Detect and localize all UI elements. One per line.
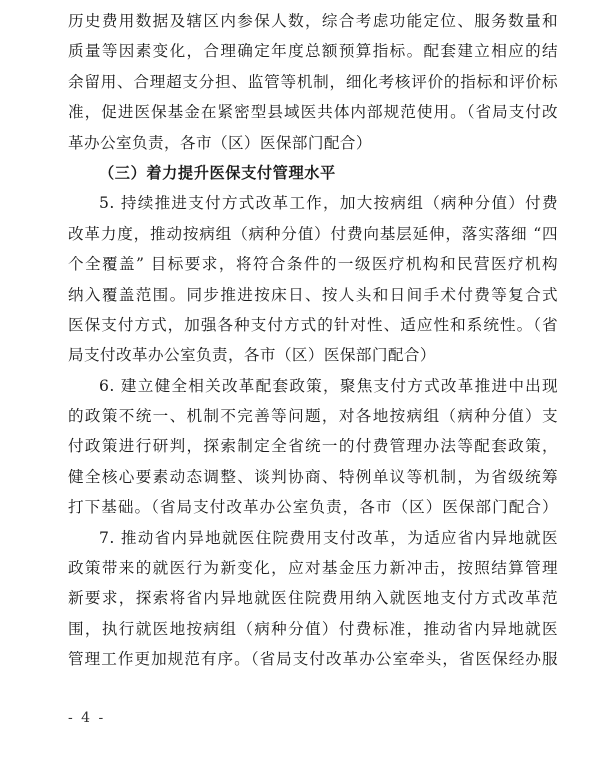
paragraph-start-line: 7. 推动省内异地就医住院费用支付改革，为适应省内异地就医 bbox=[99, 528, 558, 547]
text-line: 打下基础。（省局支付改革办公室负责，各市（区）医保部门配合） bbox=[68, 498, 558, 517]
text-line: 个全覆盖” 目标要求，将符合条件的一级医疗机构和民营医疗机构 bbox=[68, 255, 558, 274]
document-body bbox=[68, 6, 558, 675]
text-line: 改革力度，推动按病组（病种分值）付费向基层延伸，落实落细 “四 bbox=[68, 224, 558, 243]
text-line: 准，促进医保基金在紧密型县域医共体内部规范使用。（省局支付改 bbox=[68, 103, 558, 122]
text-line: 局支付改革办公室负责，各市（区）医保部门配合） bbox=[68, 346, 436, 365]
text-line: 革办公室负责，各市（区）医保部门配合） bbox=[68, 133, 372, 152]
section-heading: （三）着力提升医保支付管理水平 bbox=[99, 163, 336, 182]
text-line: 余留用、合理超支分担、监管等机制，细化考核评价的指标和评价标 bbox=[68, 72, 558, 91]
paragraph-start-line: 6. 建立健全相关改革配套政策，聚焦支付方式改革推进中出现 bbox=[99, 376, 558, 395]
text-line: 政策带来的就医行为新变化，应对基金压力新冲击，按照结算管理 bbox=[68, 559, 558, 578]
paragraph-start-line: 5. 持续推进支付方式改革工作，加大按病组（病种分值）付费 bbox=[99, 194, 558, 213]
text-line: 纳入覆盖范围。同步推进按床日、按人头和日间手术付费等复合式 bbox=[68, 285, 558, 304]
text-line: 的政策不统一、机制不完善等问题，对各地按病组（病种分值）支 bbox=[68, 407, 558, 426]
text-line: 围，执行就医地按病组（病种分值）付费标准，推动省内异地就医 bbox=[68, 619, 558, 638]
text-line: 医保支付方式，加强各种支付方式的针对性、适应性和系统性。（省 bbox=[68, 315, 558, 334]
page-number: - 4 - bbox=[68, 710, 106, 726]
text-line: 管理工作更加规范有序。（省局支付改革办公室牵头，省医保经办服 bbox=[68, 650, 558, 669]
text-line: 历史费用数据及辖区内参保人数，综合考虑功能定位、服务数量和 bbox=[68, 12, 558, 30]
text-line: 付政策进行研判，探索制定全省统一的付费管理办法等配套政策， bbox=[68, 437, 558, 456]
text-line: 健全核心要素动态调整、谈判协商、特例单议等机制，为省级统筹 bbox=[68, 467, 558, 486]
text-line: 质量等因素变化，合理确定年度总额预算指标。配套建立相应的结 bbox=[68, 42, 558, 61]
text-line: 新要求，探索将省内异地就医住院费用纳入就医地支付方式改革范 bbox=[68, 589, 558, 608]
